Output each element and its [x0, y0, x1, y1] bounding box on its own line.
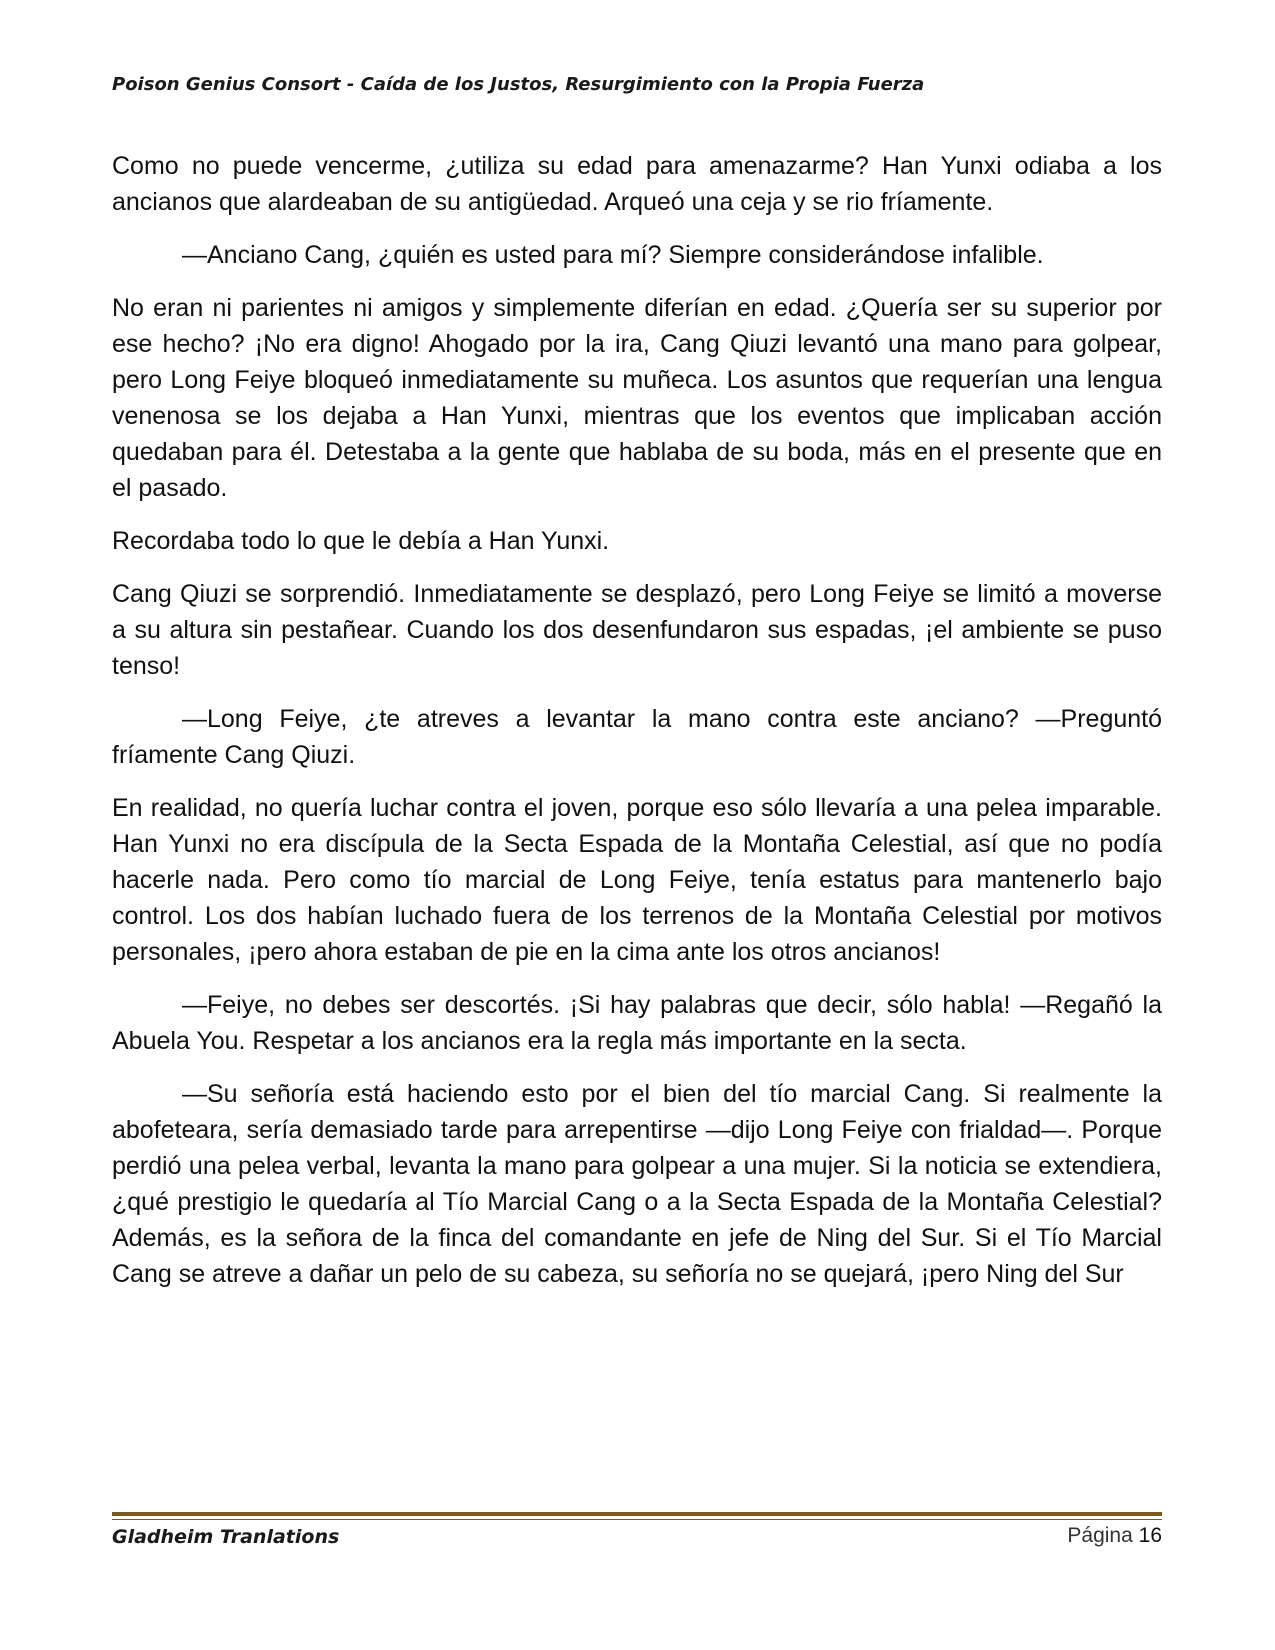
body-text [112, 148, 1162, 1309]
footer-divider-thin [112, 1519, 1162, 1520]
paragraph: —Anciano Cang, ¿quién es usted para mí? Siempre considerándose infalible. [182, 241, 1044, 269]
page-number [1067, 1524, 1162, 1548]
paragraph: —Feiye, no debes ser descortés. ¡Si hay palabras que decir, sólo habla! —Regañó la Abuela You. Respetar a los ancianos era la regla más importante en la secta. [112, 991, 1162, 1055]
page-label: Página [1067, 1524, 1133, 1547]
running-header: Poison Genius Consort - Caída de los Justos, Resurgimiento con la Propia Fuerza [112, 74, 925, 95]
paragraph: Cang Qiuzi se sorprendió. Inmediatamente se desplazó, pero Long Feiye se limitó a moverse a su altura sin pestañear. Cuando los dos desenfundaron sus espadas, ¡el ambiente se puso tenso! [112, 580, 1162, 680]
paragraph: En realidad, no quería luchar contra el joven, porque eso sólo llevaría a una pelea imparable. Han Yunxi no era discípula de la Secta Espada de la Montaña Celestial, así que no podía hacerle nada. Pero como tío marcial de Long Feiye, tenía estatus para mantenerlo bajo control. Los dos habían luchado fuera de los terrenos de la Montaña Celestial por motivos personales, ¡pero ahora estaban de pie en la cima ante los otros ancianos! [112, 794, 1162, 966]
paragraph: —Long Feiye, ¿te atreves a levantar la mano contra este anciano? —Preguntó fríamente Cang Qiuzi. [112, 705, 1162, 769]
page-number-value: 16 [1138, 1524, 1162, 1547]
paragraph: —Su señoría está haciendo esto por el bien del tío marcial Cang. Si realmente la abofeteara, sería demasiado tarde para arrepentirse —dijo Long Feiye con frialdad—. Porque perdió una pelea verbal, levanta la mano para golpear a una mujer. Si la noticia se extendiera, ¿qué prestigio le quedaría al Tío Marcial Cang o a la Secta Espada de la Montaña Celestial? Además, es la señora de la finca del comandante en jefe de Ning del Sur. Si el Tío Marcial Cang se atreve a dañar un pelo de su cabeza, su señoría no se quejará, ¡pero Ning del Sur [112, 1080, 1162, 1288]
paragraph: No eran ni parientes ni amigos y simplemente diferían en edad. ¿Quería ser su superior por ese hecho? ¡No era digno! Ahogado por la ira, Cang Qiuzi levantó una mano para golpear, pero Long Feiye bloqueó inmediatamente su muñeca. Los asuntos que requerían una lengua venenosa se los dejaba a Han Yunxi, mientras que los eventos que implicaban acción quedaban para él. Detestaba a la gente que hablaba de su boda, más en el presente que en el pasado. [112, 294, 1162, 502]
paragraph: Recordaba todo lo que le debía a Han Yunxi. [112, 527, 610, 555]
footer-divider [112, 1512, 1162, 1516]
footer-publisher: Gladheim Tranlations [112, 1526, 340, 1548]
paragraph: Como no puede vencerme, ¿utiliza su edad para amenazarme? Han Yunxi odiaba a los ancianos que alardeaban de su antigüedad. Arqueó una ceja y se rio fríamente. [112, 152, 1162, 216]
